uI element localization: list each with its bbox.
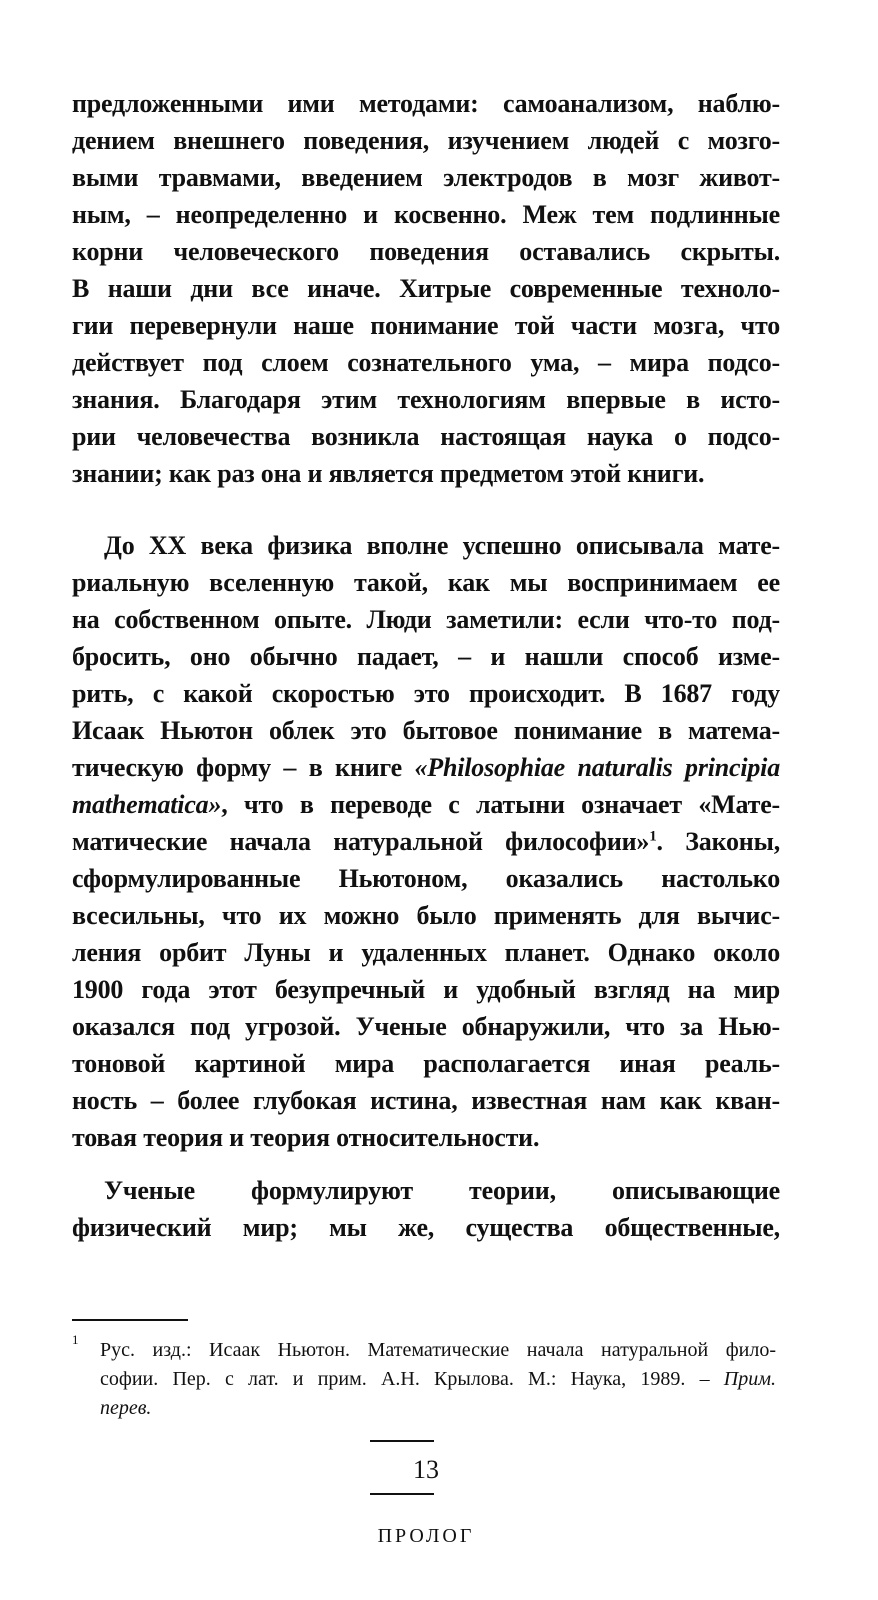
text-segment: бросить, оно обычно падает, – и нашли способ изме- xyxy=(72,642,780,671)
text-segment: выми травмами, введением электродов в мозг живот- xyxy=(72,163,780,192)
text-segment: рить, с какой скоростью это происходит. В 1687 году xyxy=(72,679,780,708)
page-number-rule-top xyxy=(370,1440,434,1442)
text-segment: риальную вселенную такой, как мы воспринимаем ее xyxy=(72,568,780,597)
text-segment: . Законы, xyxy=(656,827,780,856)
text-line xyxy=(72,159,780,196)
text-segment: рии человечества возникла настоящая наука о подсо- xyxy=(72,422,780,451)
text-segment: ления орбит Луны и удаленных планет. Однако около xyxy=(72,938,780,967)
running-footer: ПРОЛОГ xyxy=(377,1525,475,1547)
text-segment: дением внешнего поведения, изучением людей с мозго- xyxy=(72,126,780,155)
text-line xyxy=(72,455,780,492)
text-line xyxy=(72,638,780,675)
footnote-line xyxy=(100,1336,776,1365)
text-segment: сформулированные Ньютоном, оказались настолько xyxy=(72,864,780,893)
text-line xyxy=(72,1045,780,1082)
text-segment: всесильны, что их можно было применять для вычис- xyxy=(72,901,780,930)
text-segment: корни человеческого поведения оставались скрыты. xyxy=(72,237,780,266)
text-segment: матические начала натуральной философии» xyxy=(72,827,650,856)
text-segment: тоновой картиной мира располагается иная реаль- xyxy=(72,1049,780,1078)
text-line xyxy=(72,527,780,564)
text-line xyxy=(72,85,780,122)
text-line xyxy=(72,860,780,897)
text-segment: До XX века физика вполне успешно описывала мате- xyxy=(104,531,780,560)
text-line xyxy=(72,1209,780,1246)
italic-text: перев. xyxy=(100,1397,152,1419)
text-segment: на собственном опыте. Люди заметили: если что-то под- xyxy=(72,605,780,634)
text-segment: ным, – неопределенно и косвенно. Меж тем подлинные xyxy=(72,200,780,229)
text-line xyxy=(72,1119,780,1156)
text-line xyxy=(72,1082,780,1119)
text-line xyxy=(72,1008,780,1045)
text-segment: софии. Пер. с лат. и прим. А.Н. Крылова. М.: Наука, 1989. – xyxy=(100,1368,724,1390)
text-segment: действует под слоем сознательного ума, – мира подсо- xyxy=(72,348,780,377)
page-number: 13 xyxy=(413,1455,439,1484)
text-line xyxy=(72,344,780,381)
text-segment: гии перевернули наше понимание той части мозга, что xyxy=(72,311,780,340)
text-line xyxy=(72,122,780,159)
text-line xyxy=(72,381,780,418)
text-segment: знании; как раз она и является предметом этой книги. xyxy=(72,459,705,488)
text-line xyxy=(72,564,780,601)
text-line xyxy=(72,675,780,712)
footnote-reference: 1 xyxy=(649,828,657,845)
text-line xyxy=(72,971,780,1008)
text-segment: Исаак Ньютон облек это бытовое понимание в матема- xyxy=(72,716,780,745)
italic-text: mathematica» xyxy=(72,790,222,819)
paragraph-physics-history xyxy=(72,527,780,1156)
paragraph-intro-end xyxy=(72,85,780,492)
text-segment: ность – более глубокая истина, известная нам как кван- xyxy=(72,1086,780,1115)
footnote-line xyxy=(100,1365,776,1394)
text-segment: оказался под угрозой. Ученые обнаружили, что за Нью- xyxy=(72,1012,780,1041)
italic-text: Прим. xyxy=(723,1368,776,1390)
text-segment: физический мир; мы же, существа общественные, xyxy=(72,1213,780,1242)
text-segment: Рус. изд.: Исаак Ньютон. Математические начала натуральной фило- xyxy=(100,1339,776,1361)
text-line xyxy=(72,601,780,638)
text-line xyxy=(72,233,780,270)
text-segment: 1900 года этот безупречный и удобный взгляд на мир xyxy=(72,975,780,1004)
footnote xyxy=(100,1336,776,1423)
text-segment: тическую форму – в книге xyxy=(72,753,415,782)
text-segment: Ученые формулируют теории, описывающие xyxy=(104,1176,780,1205)
text-line xyxy=(72,897,780,934)
footnote-line xyxy=(100,1394,776,1423)
italic-text: «Philosophiae naturalis principia xyxy=(414,753,781,782)
text-segment: товая теория и теория относительности. xyxy=(72,1123,540,1152)
text-line xyxy=(72,307,780,344)
text-line xyxy=(72,786,780,823)
footnote-divider xyxy=(72,1319,188,1321)
text-line xyxy=(72,1172,780,1209)
page-number-rule-bottom xyxy=(370,1493,434,1495)
text-line xyxy=(72,712,780,749)
text-segment: , что в переводе с латыни означает «Мате- xyxy=(221,790,780,819)
text-segment: В наши дни все иначе. Хитрые современные техноло- xyxy=(72,274,780,303)
text-line xyxy=(72,823,780,860)
text-segment: знания. Благодаря этим технологиям впервые в исто- xyxy=(72,385,780,414)
text-line xyxy=(72,196,780,233)
text-line xyxy=(72,270,780,307)
text-line xyxy=(72,418,780,455)
text-line xyxy=(72,934,780,971)
footnote-mark: 1 xyxy=(72,1332,79,1347)
text-line xyxy=(72,749,780,786)
paragraph-scientists-theories xyxy=(72,1172,780,1246)
text-segment: предложенными ими методами: самоанализом, наблю- xyxy=(72,89,780,118)
